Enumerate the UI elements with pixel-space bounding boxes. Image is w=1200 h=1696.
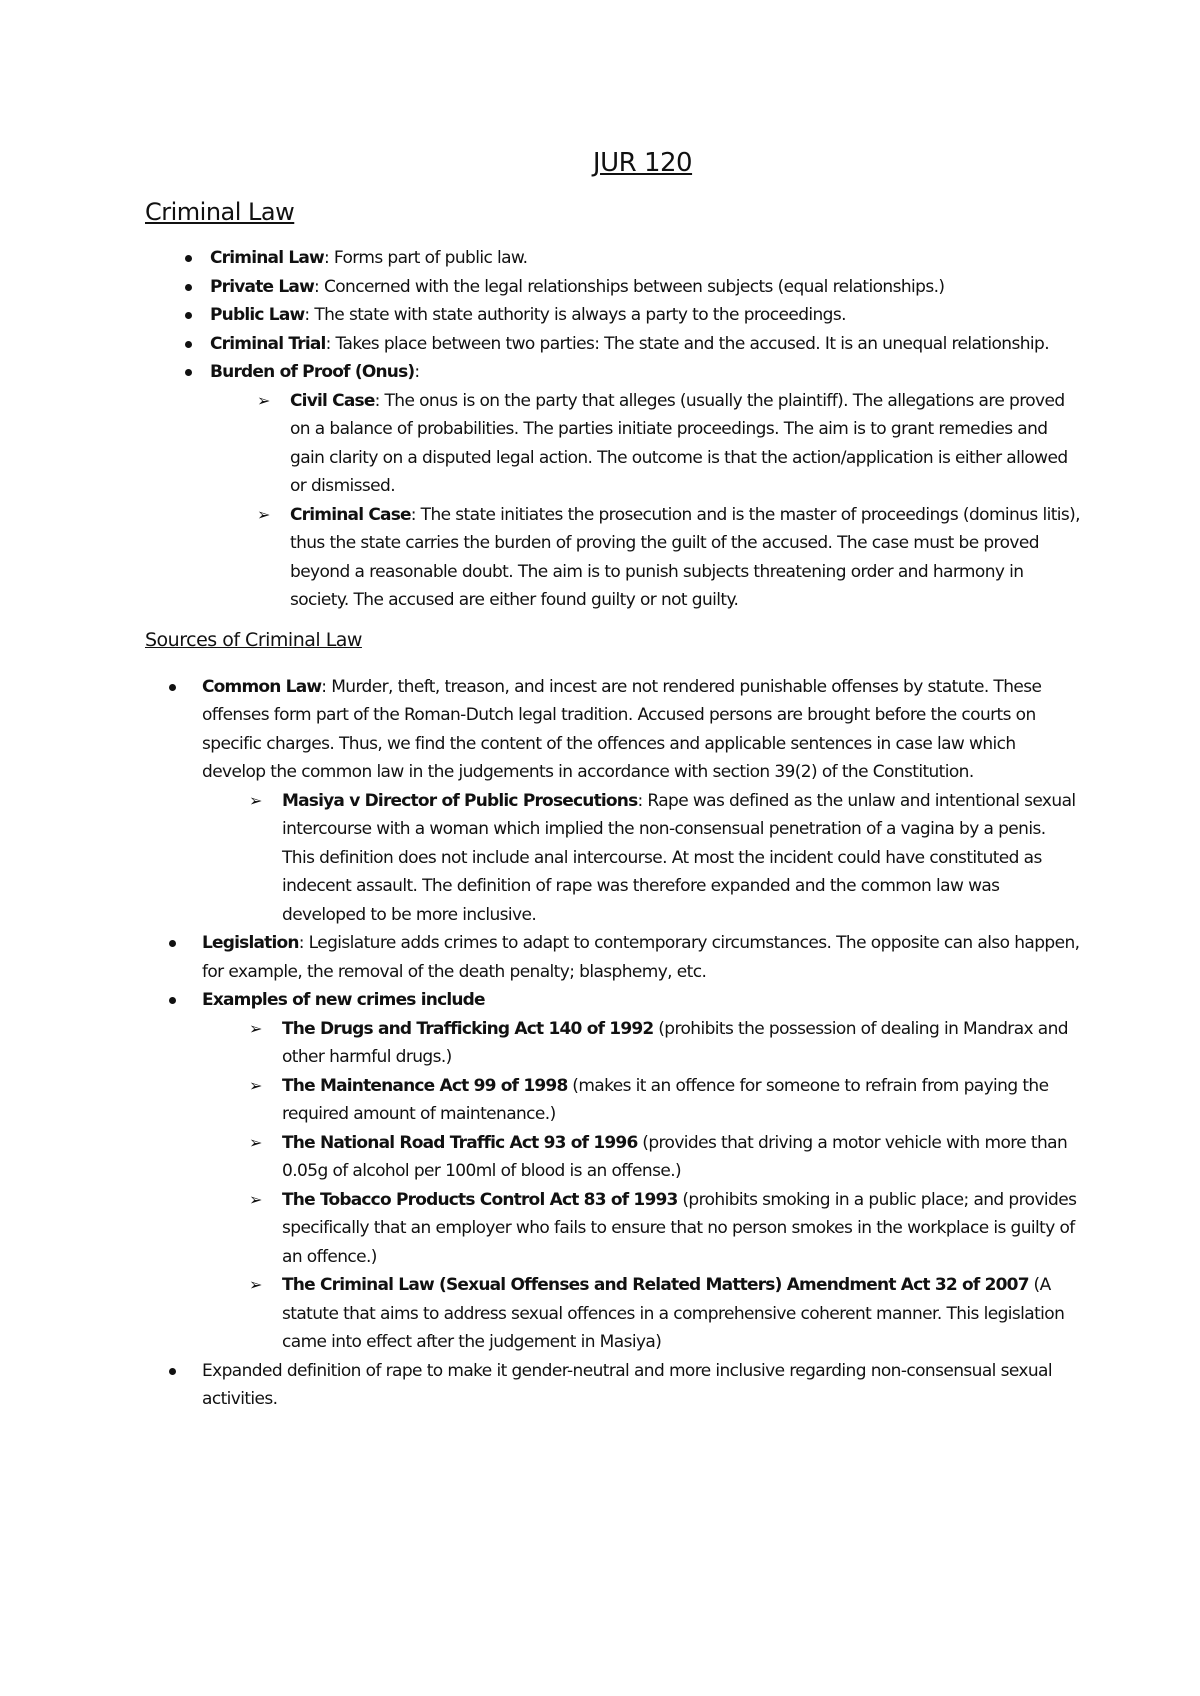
list-item: Private Law: Concerned with the legal relationships between subjects (equal relationships.): [145, 273, 1080, 302]
list-item: ➢ The Drugs and Trafficking Act 140 of 1992 (prohibits the possession of dealing in Mandrax and other harmful drugs.): [137, 1015, 1080, 1072]
list-item: ➢ Criminal Case: The state initiates the prosecution and is the master of proceedings (dominus litis), thus the state carries the burden of proving the guilt of the accused. The case must be proved beyond a reasonable doubt. The aim is to punish subjects threatening order and harmony in society. The accused are either found guilty or not guilty.: [145, 501, 1080, 615]
list-item: Public Law: The state with state authority is always a party to the proceedings.: [145, 301, 1080, 330]
list-item: Common Law: Murder, theft, treason, and incest are not rendered punishable offenses by statute. These offenses form part of the Roman-Dutch legal tradition. Accused persons are brought before the courts on specific charges. Thus, we find the content of the offences and applicable sentences in case law which develop the common law in the judgements in accordance with section 39(2) of the Constitution. ➢ Masiya v Director of Public Prosecutions: Rape was defined as the unlaw and intentional sexual intercourse with a woman which implied the non-consensual penetration of a vagina by a penis. This definition does not include anal intercourse. At most the incident could have constituted as indecent assault. The definition of rape was therefore expanded and the common law was developed to be more inclusive.: [137, 673, 1080, 930]
list-item: Burden of Proof (Onus): ➢ Civil Case: The onus is on the party that alleges (usually the plaintiff). The allegations are proved on a balance of probabilities. The parties initiate proceedings. The aim is to grant remedies and gain clarity on a disputed legal action. The outcome is that the action/application is either allowed or dismissed. ➢ Criminal Case: The state initiates the prosecution and is the master of proceedings (dominus litis), thus the state carries the burden of proving the guilt of the accused. The case must be proved beyond a reasonable doubt. The aim is to punish subjects threatening order and harmony in society. The accused are either found guilty or not guilty.: [145, 358, 1080, 615]
list-item: ➢ The Maintenance Act 99 of 1998 (makes it an offence for someone to refrain from paying the required amount of maintenance.): [137, 1072, 1080, 1129]
new-crimes-list: [202, 1015, 1080, 1357]
list-item: ➢ The Tobacco Products Control Act 83 of 1993 (prohibits smoking in a public place; and provides specifically that an employer who fails to ensure that no person smokes in the workplace is guilty of an offence.): [137, 1186, 1080, 1272]
list-item: ➢ The Criminal Law (Sexual Offenses and Related Matters) Amendment Act 32 of 2007 (A statute that aims to address sexual offences in a comprehensive coherent manner. This legislation came into effect after the judgement in Masiya): [137, 1271, 1080, 1357]
sources-heading: Sources of Criminal Law: [145, 628, 362, 651]
list-item: ➢ Civil Case: The onus is on the party that alleges (usually the plaintiff). The allegations are proved on a balance of probabilities. The parties initiate proceedings. The aim is to grant remedies and gain clarity on a disputed legal action. The outcome is that the action/application is either allowed or dismissed.: [145, 387, 1080, 501]
list-item: Examples of new crimes include ➢ The Drugs and Trafficking Act 140 of 1992 (prohibits the possession of dealing in Mandrax and other harmful drugs.) ➢ The Maintenance Act 99 of 1998 (makes it an offence for someone to refrain from paying the required amount of maintenance.) ➢ The National Road Traffic Act 93 of 1996 (provides that driving a motor vehicle with more than 0.05g of alcohol per 100ml of blood is an offense.) ➢ The Tobacco Products Control Act 83 of 1993 (prohibits smoking in a public place; and provides specifically that an employer who fails to ensure that no person smokes in the workplace is guilty of an offence.) ➢ The Criminal Law (Sexual Offenses and Related Matters) Amendment Act 32 of 2007 (A statute that aims to address sexual offences in a comprehensive coherent manner. This legislation came into effect after the judgement in Masiya): [137, 986, 1080, 1357]
list-item: Legislation: Legislature adds crimes to adapt to contemporary circumstances. The opposite can also happen, for example, the removal of the death penalty; blasphemy, etc.: [137, 929, 1080, 986]
list-item: Expanded definition of rape to make it gender-neutral and more inclusive regarding non-consensual sexual activities.: [137, 1357, 1080, 1414]
sources-list: [137, 673, 1080, 1414]
document-title: JUR 120: [592, 148, 693, 178]
list-item: ➢ Masiya v Director of Public Prosecutions: Rape was defined as the unlaw and intentional sexual intercourse with a woman which implied the non-consensual penetration of a vagina by a penis. This definition does not include anal intercourse. At most the incident could have constituted as indecent assault. The definition of rape was therefore expanded and the common law was developed to be more inclusive.: [137, 787, 1080, 930]
list-item: Criminal Law: Forms part of public law.: [145, 244, 1080, 273]
list-item: ➢ The National Road Traffic Act 93 of 1996 (provides that driving a motor vehicle with more than 0.05g of alcohol per 100ml of blood is an offense.): [137, 1129, 1080, 1186]
list-item: Criminal Trial: Takes place between two parties: The state and the accused. It is an unequal relationship.: [145, 330, 1080, 359]
section-heading-criminal-law: Criminal Law: [145, 198, 295, 226]
definitions-list: [145, 244, 1080, 615]
burden-of-proof-list: [210, 387, 1080, 615]
common-law-cases: [202, 787, 1080, 930]
